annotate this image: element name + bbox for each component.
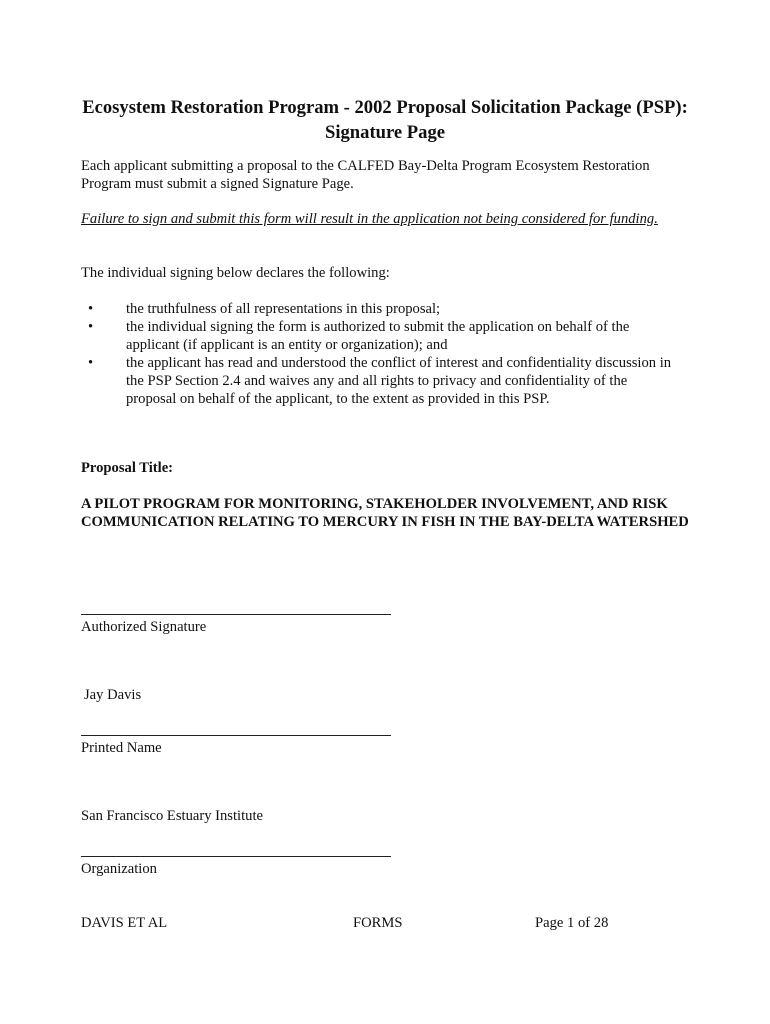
printed-name-label: Printed Name (81, 740, 162, 756)
proposal-title: A PILOT PROGRAM FOR MONITORING, STAKEHOLDER INVOLVEMENT, AND RISK COMMUNICATION RELATING TO MERCURY IN FISH IN THE BAY-DELTA WATERSHED (81, 496, 689, 530)
organization-value: San Francisco Estuary Institute (81, 808, 263, 824)
proposal-title-label: Proposal Title: (81, 460, 174, 476)
authorized-signature-label: Authorized Signature (81, 619, 207, 635)
warning-paragraph: Failure to sign and submit this form will result in the application not being considered for funding. (81, 211, 658, 227)
footer-section: FORMS (353, 915, 403, 931)
list-item (81, 318, 681, 354)
bullet-icon: • (88, 319, 94, 335)
bullet-icon: • (88, 301, 94, 317)
organization-line[interactable] (81, 856, 391, 857)
footer-page-number: Page 1 of 28 (535, 915, 609, 931)
printed-name-value: Jay Davis (84, 687, 142, 703)
list-item-text: the applicant has read and understood the conflict of interest and confidentiality discussion in the PSP Section 2.4 and waives any and all rights to privacy and confidentiality of the proposal on behalf of the applicant, to the extent as provided in this PSP. (126, 355, 672, 407)
list-item-text: the individual signing the form is authorized to submit the application on behalf of the applicant (if applicant is an entity or organization); and (126, 319, 630, 353)
signature-line[interactable] (81, 614, 391, 615)
printed-name-line[interactable] (81, 735, 391, 736)
title-line-2: Signature Page (325, 122, 445, 143)
organization-label: Organization (81, 861, 157, 877)
list-item (81, 300, 681, 318)
title-line-1: Ecosystem Restoration Program - 2002 Proposal Solicitation Package (PSP): (82, 97, 688, 118)
declaration-list (81, 300, 681, 408)
bullet-icon: • (88, 355, 94, 371)
list-item-text: the truthfulness of all representations in this proposal; (126, 301, 441, 317)
declaration-intro: The individual signing below declares the following: (81, 265, 390, 281)
footer-author: DAVIS ET AL (81, 915, 168, 931)
intro-paragraph: Each applicant submitting a proposal to the CALFED Bay-Delta Program Ecosystem Restoration Program must submit a signed Signature Page. (81, 158, 650, 192)
list-item (81, 354, 681, 408)
page-title (60, 95, 710, 145)
